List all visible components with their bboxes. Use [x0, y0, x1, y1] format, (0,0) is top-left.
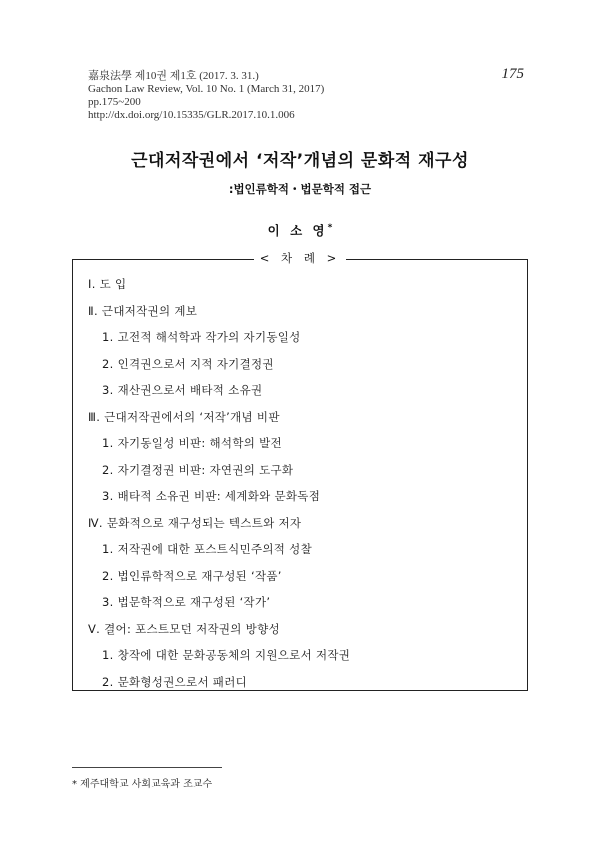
author-footnote-mark: * [327, 222, 333, 233]
author [0, 221, 600, 239]
toc-item: Ⅳ. 문화적으로 재구성되는 텍스트와 저자 [88, 515, 302, 530]
toc-item: Ⅱ. 근대저작권의 계보 [88, 303, 198, 318]
toc-item: 3. 법문학적으로 재구성된 ‘작가’ [102, 595, 271, 609]
paper-title: 근대저작권에서 ‘저작’개념의 문화적 재구성 [131, 151, 469, 171]
toc-item: 2. 자기결정권 비판: 자연권의 도구화 [102, 462, 294, 477]
journal-meta [88, 70, 324, 122]
author-footnote: * 제주대학교 사회교육과 조교수 [72, 779, 213, 790]
toc-item: Ⅰ. 도 입 [88, 277, 127, 291]
page-range: pp.175~200 [88, 96, 141, 108]
toc-item: 1. 자기동일성 비판: 해석학의 발전 [102, 436, 282, 450]
journal-citation-korean: 嘉泉法學 제10권 제1호 (2017. 3. 31.) [88, 70, 259, 82]
paper-subtitle: :법인류학적・법문학적 접근 [228, 182, 372, 196]
toc-item: Ⅲ. 근대저작권에서의 ‘저작’개념 비판 [88, 409, 280, 424]
toc-item: 1. 저작권에 대한 포스트식민주의적 성찰 [102, 542, 312, 556]
toc-item: 1. 고전적 해석학과 작가의 자기동일성 [102, 330, 301, 344]
toc-item: 3. 재산권으로서 배타적 소유권 [102, 383, 263, 397]
toc-list [88, 276, 350, 700]
journal-citation-english: Gachon Law Review, Vol. 10 No. 1 (March 31, 2017) [88, 83, 325, 95]
doi-link[interactable]: http://dx.doi.org/10.15335/GLR.2017.10.1.006 [88, 109, 295, 121]
toc-item: 1. 창작에 대한 문화공동체의 지원으로서 저작권 [102, 648, 351, 662]
page-number: 175 [501, 66, 524, 82]
toc-item: 2. 인격권으로서 지적 자기결정권 [102, 356, 274, 371]
toc-item: 2. 법인류학적으로 재구성된 ‘작품’ [102, 568, 282, 583]
toc-item: Ⅴ. 결어: 포스트모던 저작권의 방향성 [88, 621, 280, 636]
toc-heading-label: < 차 례 > [254, 251, 346, 265]
toc-item: 3. 배타적 소유권 비판: 세계화와 문화독점 [102, 489, 321, 503]
toc-heading [0, 250, 600, 266]
author-name: 이 소 영 [267, 223, 328, 238]
toc-item: 2. 문화형성권으로서 패러디 [102, 674, 248, 689]
footnote-divider [72, 767, 222, 768]
